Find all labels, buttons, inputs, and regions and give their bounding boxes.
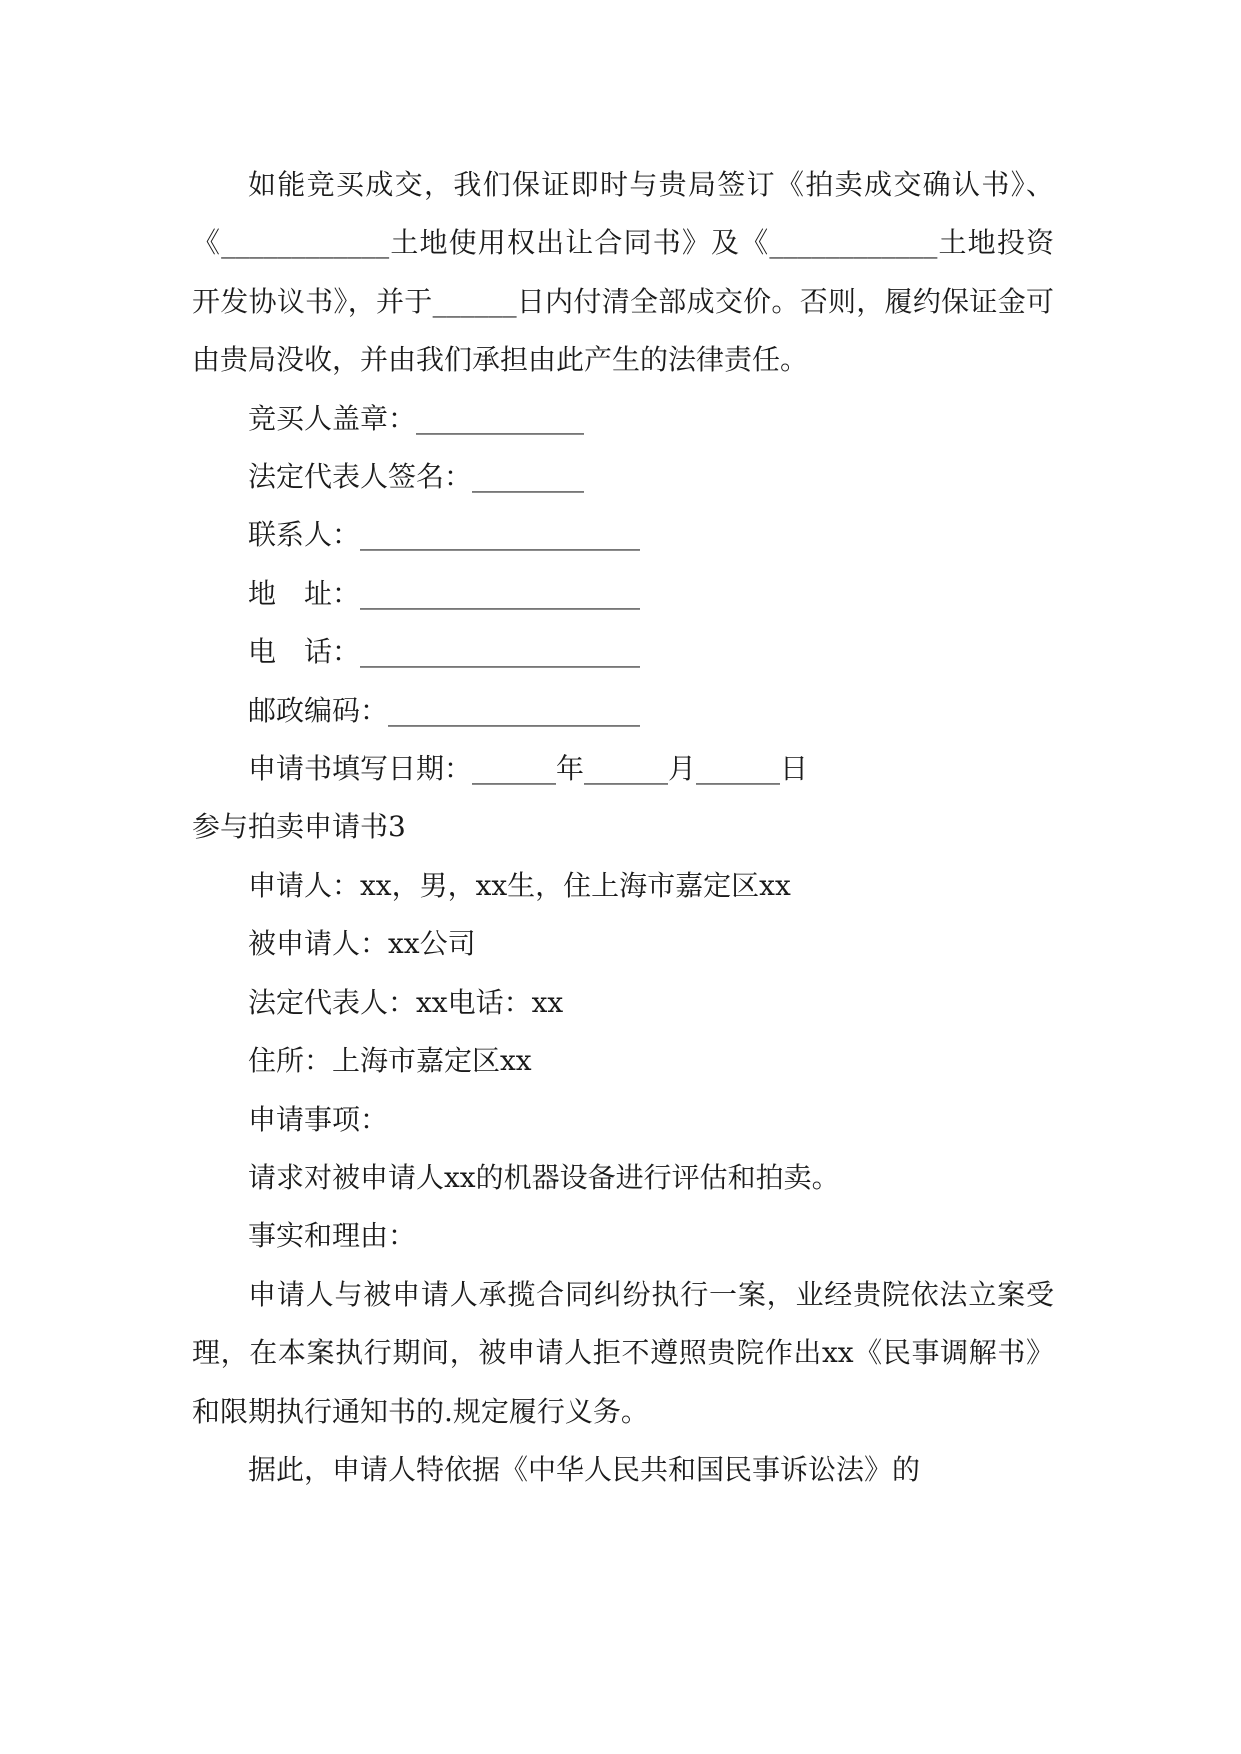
line-residence: 住所：上海市嘉定区xx [248, 1044, 532, 1078]
field-fill-date: 申请书填写日期：______年______月______日 [248, 752, 809, 786]
heading-facts: 事实和理由： [248, 1219, 417, 1253]
line-respondent-legal-rep: 法定代表人：xx电话：xx [248, 985, 564, 1019]
field-postal-code: 邮政编码：__________________ [248, 693, 641, 727]
paragraph-guarantee: 如能竞买成交，我们保证即时与贵局签订《拍卖成交确认书》、《____________土地使用权出让合同书》及《____________土地投资开发协议书》，并于______日内付清全部成交价。否则，履约保证金可由贵局没收，并由我们承担由此产生的法律责任。 [192, 168, 1054, 377]
heading-request: 申请事项： [248, 1102, 389, 1136]
field-legal-rep-signature: 法定代表人签名：________ [248, 460, 585, 494]
line-respondent: 被申请人：xx公司 [248, 927, 476, 961]
section-title: 参与拍卖申请书3 [192, 810, 406, 844]
paragraph-facts-1: 申请人与被申请人承揽合同纠纷执行一案，业经贵院依法立案受理，在本案执行期间，被申请人拒不遵照贵院作出xx《民事调解书》和限期执行通知书的.规定履行义务。 [192, 1277, 1054, 1428]
line-applicant: 申请人：xx，男，xx生，住上海市嘉定区xx [248, 868, 791, 902]
field-contact-person: 联系人：____________________ [248, 518, 641, 552]
paragraph-request: 请求对被申请人xx的机器设备进行评估和拍卖。 [248, 1160, 840, 1194]
field-bidder-seal: 竞买人盖章：____________ [248, 401, 585, 435]
field-address: 地 址：____________________ [248, 576, 641, 610]
paragraph-facts-2: 据此，申请人特依据《中华人民共和国民事诉讼法》的 [248, 1452, 921, 1486]
field-telephone: 电 话：____________________ [248, 635, 641, 669]
document-page [192, 156, 1054, 1499]
